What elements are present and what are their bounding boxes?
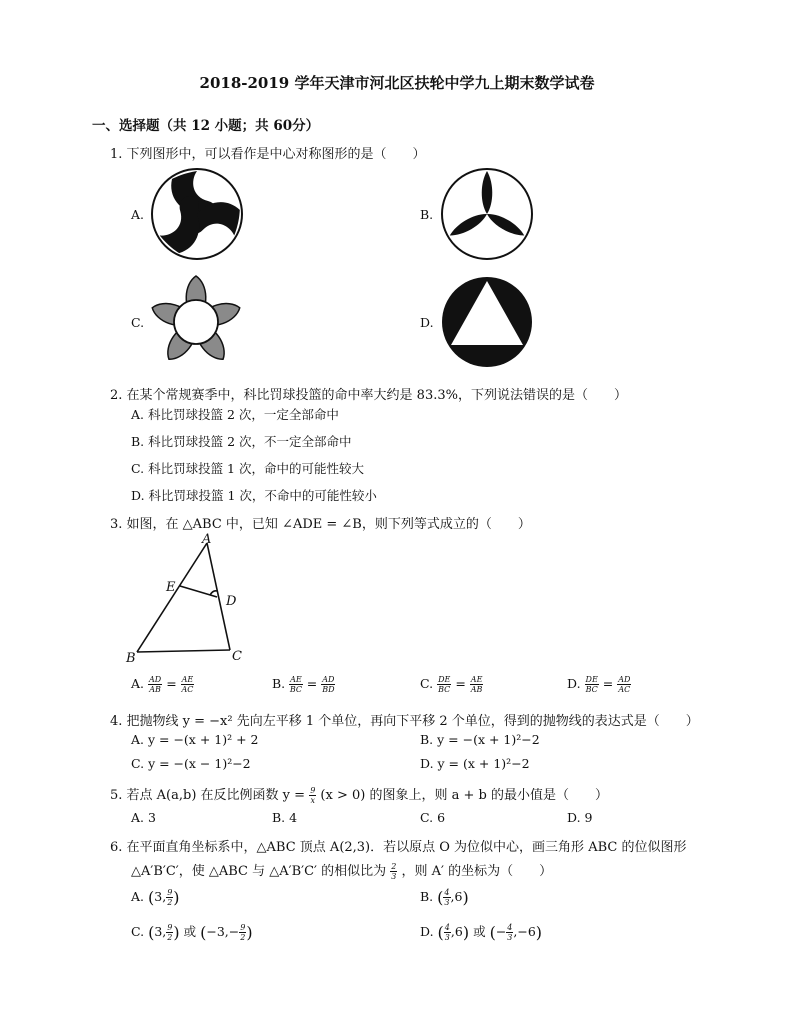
q5-option-c: C. 6	[420, 810, 446, 825]
q2-option-d: D. 科比罚球投篮 1 次，不命中的可能性较小	[131, 488, 377, 503]
q3-point-d: D	[226, 594, 237, 609]
section-heading: 一、选择题（共 12 小题；共 60分）	[92, 118, 320, 134]
q3-stem: 3. 如图，在 △ABC 中，已知 ∠ADE = ∠B，则下列等式成立的（ ）	[110, 517, 531, 532]
q2-option-a: A. 科比罚球投篮 2 次，一定全部命中	[131, 407, 339, 422]
q3-point-c: C	[232, 649, 242, 664]
q1-figure-c-flower	[146, 272, 246, 368]
q3-option-a: A. $\frac{AD}{AB}$ = $\frac{AE}{AC}$	[131, 675, 194, 694]
q5-option-a: A. 3	[131, 810, 156, 825]
q6-option-a: A. (3, $\frac{9}{2}$ )	[131, 888, 180, 907]
q4-stem: 4. 把抛物线 y = −x² 先向左平移 1 个单位，再向下平移 2 个单位，得到的抛物线的表达式是（ ）	[110, 714, 699, 729]
q1-figure-b-three-petals	[440, 167, 534, 261]
q3-option-d: D. $\frac{DE}{BC}$ = $\frac{AD}{AC}$	[567, 675, 631, 694]
q3-point-b: B	[126, 651, 136, 666]
q5-option-b: B. 4	[272, 810, 298, 825]
q3-option-b: B. $\frac{AE}{BC}$ = $\frac{AD}{BD}$	[272, 675, 335, 694]
q6-stem-line2: △A′B′C′，使 △ABC 与 △A′B′C′ 的相似比为 $\frac{2}{3}$ ，则 A′ 的坐标为（ ）	[131, 862, 553, 881]
page-title: 2018-2019 学年天津市河北区扶轮中学九上期末数学试卷	[199, 74, 595, 92]
q2-stem: 2. 在某个常规赛季中，科比罚球投篮的命中率大约是 83.3%，下列说法错误的是（ ）	[110, 388, 627, 403]
q1-figure-d-triangle-disc	[440, 275, 534, 369]
q5-option-d: D. 9	[567, 810, 593, 825]
q1-label-a: A.	[131, 207, 145, 222]
q1-label-b: B.	[420, 207, 434, 222]
q3-option-c: C. $\frac{DE}{BC}$ = $\frac{AE}{AB}$	[420, 675, 483, 694]
q4-option-d: D. y = (x + 1)²−2	[420, 756, 530, 771]
q2-option-c: C. 科比罚球投篮 1 次，命中的可能性较大	[131, 461, 364, 476]
q6-option-b: B. ( $\frac{4}{3}$ ,6)	[420, 888, 469, 907]
q6-option-d: D. ( $\frac{4}{3}$ ,6) 或 (− $\frac{4}{3}$ ,−6)	[420, 923, 543, 942]
q5-stem: 5. 若点 A(a,b) 在反比例函数 y = $\frac{9}{x}$ (x > 0) 的图象上，则 a + b 的最小值是（ ）	[110, 786, 608, 805]
q1-figure-a-tomoe	[150, 167, 244, 261]
q1-label-d: D.	[420, 315, 434, 330]
q3-point-e: E	[166, 580, 176, 595]
q1-label-c: C.	[131, 315, 145, 330]
q4-option-a: A. y = −(x + 1)² + 2	[131, 732, 259, 747]
q4-option-c: C. y = −(x − 1)²−2	[131, 756, 251, 771]
q1-stem: 1. 下列图形中，可以看作是中心对称图形的是（ ）	[110, 147, 426, 162]
q3-point-a: A	[202, 532, 212, 547]
q4-option-b: B. y = −(x + 1)²−2	[420, 732, 540, 747]
q2-option-b: B. 科比罚球投篮 2 次，不一定全部命中	[131, 434, 352, 449]
q6-option-c: C. (3, $\frac{9}{2}$ ) 或 (−3,− $\frac{9}{2}$ )	[131, 923, 253, 942]
q6-stem-line1: 6. 在平面直角坐标系中，△ABC 顶点 A(2,3)．若以原点 O 为位似中心，画三角形 ABC 的位似图形	[110, 840, 687, 855]
